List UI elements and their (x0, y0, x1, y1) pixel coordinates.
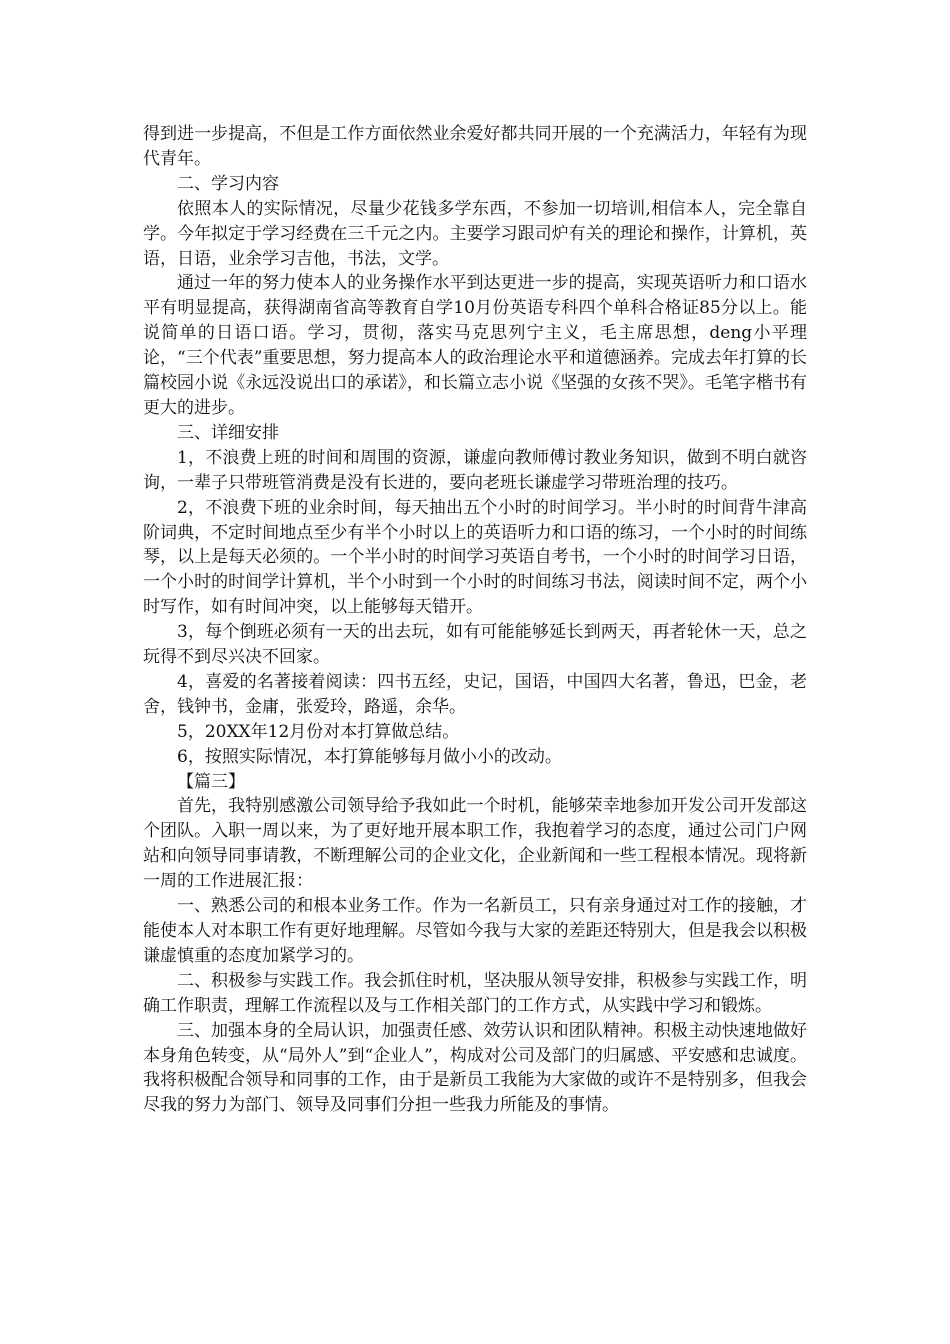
list-item: 5，20XX年12月份对本打算做总结。 (177, 721, 460, 742)
paragraph: 二、积极参与实践工作。我会抓住时机，坚决服从领导安排，积极参与实践工作，明确工作职责，理解工作流程以及与工作相关部门的工作方式，从实践中学习和锻炼。 (143, 970, 807, 1016)
paragraph: 首先，我特别感激公司领导给予我如此一个时机，能够荣幸地参加开发公司开发部这个团队。入职一周以来，为了更好地开展本职工作，我抱着学习的态度，通过公司门户网站和向领导同事请教，不断理解公司的企业文化，企业新闻和一些工程根本情况。现将新一周的工作进展汇报： (143, 796, 807, 892)
document-page (143, 122, 807, 1118)
paragraph: 依照本人的实际情况，尽量少花钱多学东西，不参加一切培训,相信本人，完全靠自学。今年拟定于学习经费在三千元之内。主要学习跟司炉有关的理论和操作，计算机，英语，日语，业余学习吉他，书法，文学。 (143, 198, 807, 269)
paragraph: 通过一年的努力使本人的业务操作水平到达更进一步的提高，实现英语听力和口语水平有明显提高，获得湖南省高等教育自学10月份英语专科四个单科合格证85分以上。能说简单的日语口语。学习，贯彻，落实马克思列宁主义，毛主席思想，deng小平理论，“三个代表”重要思想，努力提高本人的政治理论水平和道德涵养。完成去年打算的长篇校园小说《永远没说出口的承诺》，和长篇立志小说《坚强的女孩不哭》。毛笔字楷书有更大的进步。 (143, 273, 807, 418)
list-item: 2，不浪费下班的业余时间，每天抽出五个小时的时间学习。半小时的时间背牛津高阶词典，不定时间地点至少有半个小时以上的英语听力和口语的练习，一个小时的时间练琴，以上是每天必须的。一个半小时的时间学习英语自考书，一个小时的时间学习日语，一个小时的时间学计算机，半个小时到一个小时的时间练习书法，阅读时间不定，两个小时写作，如有时间冲突，以上能够每天错开。 (143, 497, 807, 618)
list-item: 6，按照实际情况，本打算能够每月做小小的改动。 (177, 746, 562, 767)
paragraph: 得到进一步提高，不但是工作方面依然业余爱好都共同开展的一个充满活力，年轻有为现代青年。 (143, 124, 807, 169)
paragraph: 三、加强本身的全局认识，加强责任感、效劳认识和团队精神。积极主动快速地做好本身角色转变，从“局外人”到“企业人”，构成对公司及部门的归属感、平安感和忠诚度。我将积极配合领导和同事的工作，由于是新员工我能为大家做的或许不是特别多，但我会尽我的努力为部门、领导及同事们分担一些我力所能及的事情。 (143, 1020, 807, 1116)
section-heading: 【篇三】 (177, 771, 245, 792)
list-item: 3，每个倒班必须有一天的出去玩，如有可能能够延长到两天，再者轮休一天，总之玩得不到尽兴决不回家。 (143, 622, 807, 668)
section-heading: 三、详细安排 (177, 422, 279, 443)
section-heading: 二、学习内容 (177, 173, 279, 194)
list-item: 4，喜爱的名著接着阅读：四书五经，史记，国语，中国四大名著，鲁迅，巴金，老舍，钱钟书，金庸，张爱玲，路遥，余华。 (143, 671, 807, 717)
list-item: 1，不浪费上班的时间和周围的资源，谦虚向教师傅讨教业务知识，做到不明白就咨询，一辈子只带班管消费是没有长进的，要向老班长谦虚学习带班治理的技巧。 (143, 447, 807, 493)
paragraph: 一、熟悉公司的和根本业务工作。作为一名新员工，只有亲身通过对工作的接触，才能使本人对本职工作有更好地理解。尽管如今我与大家的差距还特别大，但是我会以积极谦虚慎重的态度加紧学习的。 (143, 896, 807, 966)
